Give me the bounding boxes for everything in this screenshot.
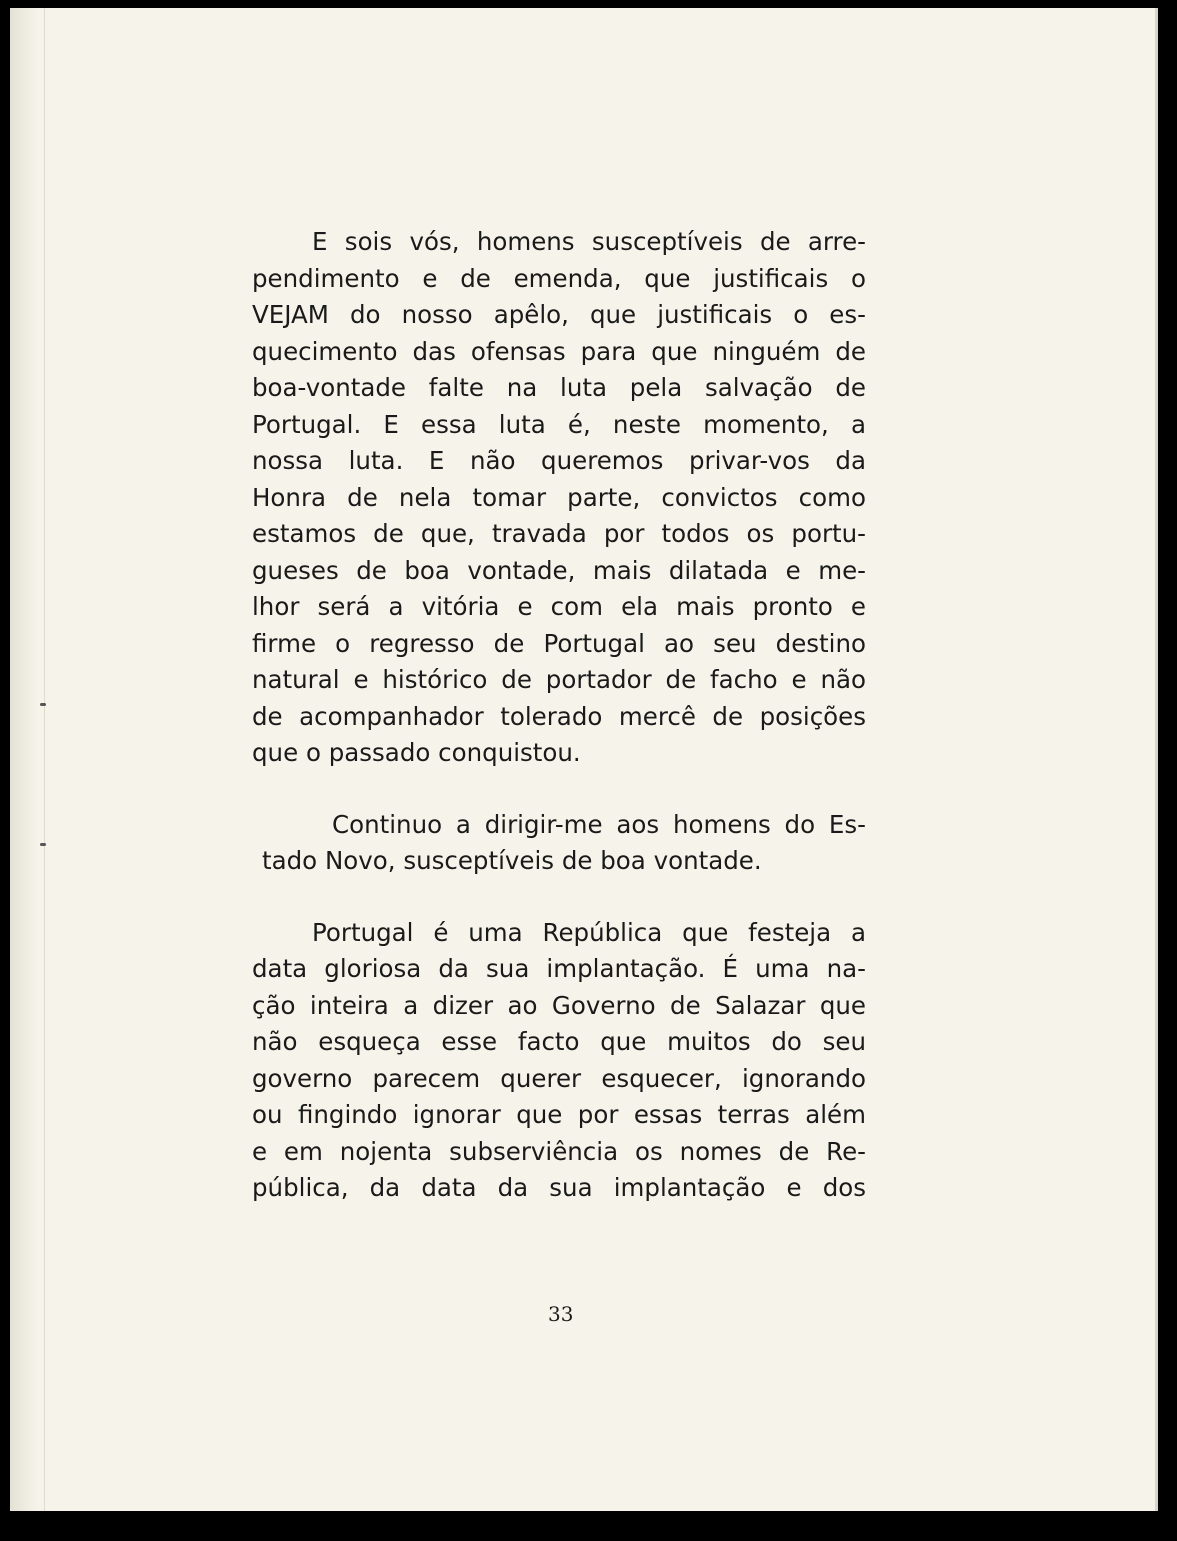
text-line: governo parecem querer esquecer, ignorando (252, 1063, 866, 1093)
text-line: Portugal é uma República que festeja a (312, 917, 866, 947)
page-number: 33 (548, 1302, 574, 1326)
text-line: E sois vós, homens susceptíveis de arre- (312, 227, 866, 256)
text-line: firme o regresso de Portugal ao seu destino (252, 628, 866, 658)
paragraph (262, 807, 866, 880)
paper-speck (40, 703, 46, 706)
text-line: ou fingindo ignorar que por essas terras além (252, 1100, 866, 1129)
text-line: quecimento das ofensas para que ninguém de (252, 336, 866, 366)
text-line: Continuo a dirigir-me aos homens do Es- (332, 809, 866, 839)
text-line: que o passado conquistou. (252, 738, 581, 767)
text-line: data gloriosa da sua implantação. É uma na- (252, 954, 866, 983)
body-text (252, 224, 866, 1242)
text-line: nossa luta. E não queremos privar-vos da (252, 446, 866, 475)
text-line: natural e histórico de portador de facho e não (252, 665, 866, 694)
paragraph (252, 915, 866, 1207)
text-line: Portugal. E essa luta é, neste momento, a (252, 409, 866, 439)
text-line: tado Novo, susceptíveis de boa vontade. (262, 846, 762, 875)
text-line: e em nojenta subserviência os nomes de Re- (252, 1136, 866, 1166)
paragraph (252, 224, 866, 772)
text-line: VEJAM do nosso apêlo, que justificais o es- (252, 300, 866, 329)
text-line: Honra de nela tomar parte, convictos como (252, 482, 866, 512)
text-line: não esqueça esse facto que muitos do seu (252, 1027, 866, 1056)
text-line: lhor será a vitória e com ela mais pronto e (252, 592, 866, 621)
spine-crease (44, 8, 45, 1511)
text-line: ção inteira a dizer ao Governo de Salazar que (252, 990, 866, 1020)
text-line: boa-vontade falte na luta pela salvação de (252, 373, 866, 402)
text-line: de acompanhador tolerado mercê de posições (252, 701, 866, 731)
page-fold-shadow (10, 8, 38, 1511)
text-line: pendimento e de emenda, que justificais o (252, 263, 866, 293)
text-line: pública, da data da sua implantação e dos (252, 1173, 866, 1202)
text-line: gueses de boa vontade, mais dilatada e me- (252, 555, 866, 585)
text-line: estamos de que, travada por todos os portu- (252, 519, 866, 548)
paper-speck (40, 843, 46, 846)
